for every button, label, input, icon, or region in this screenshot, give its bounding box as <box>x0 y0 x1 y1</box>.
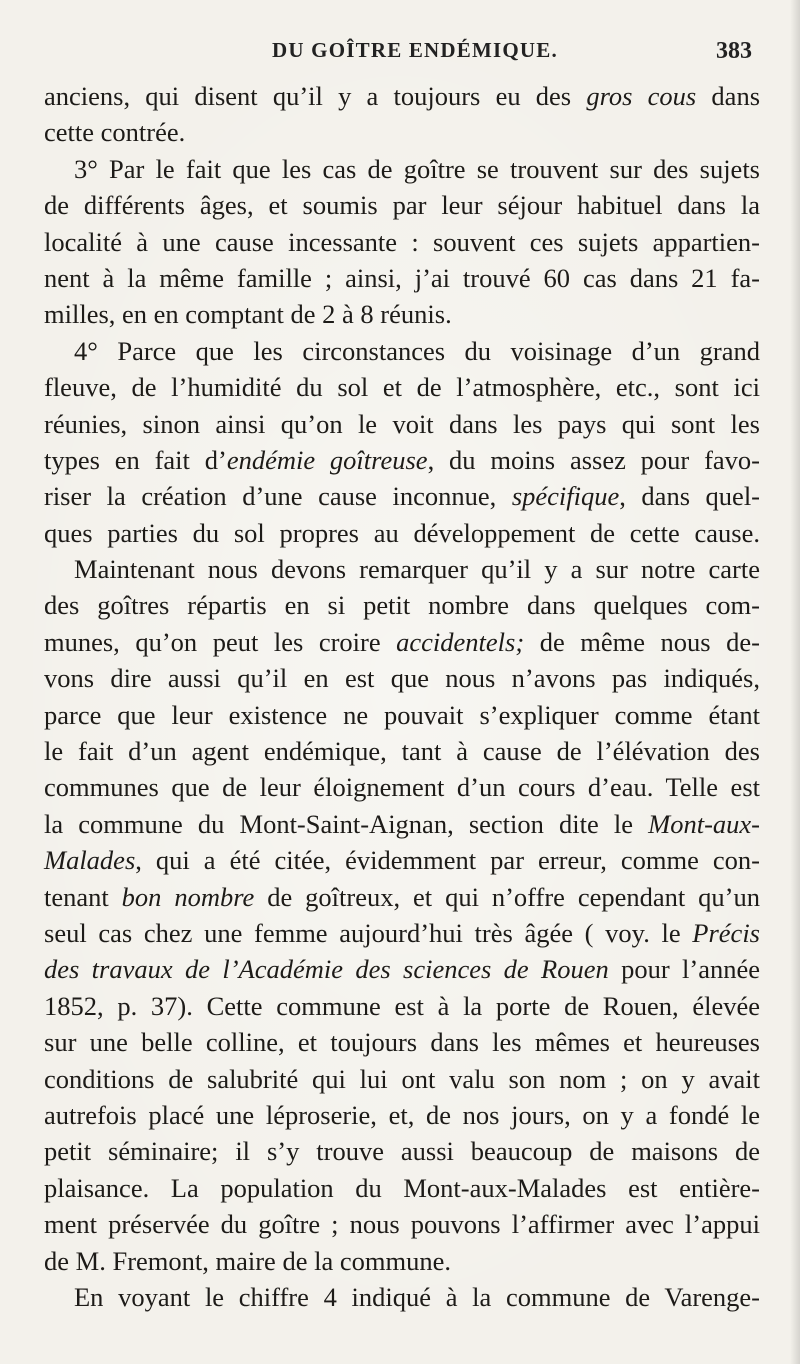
text-line <box>44 1061 760 1097</box>
text-line <box>44 1097 760 1133</box>
text-segment: dans <box>696 81 761 111</box>
text-line <box>44 333 760 369</box>
italic-text: Précis <box>692 917 760 948</box>
text-line <box>44 369 760 405</box>
italic-text: spécifique <box>511 481 620 512</box>
text-segment: 1852, p. 37). Cette commune est à la porte de Rouen, élevée <box>44 990 760 1021</box>
text-line <box>44 551 760 587</box>
text-segment: cette contrée. <box>44 117 186 148</box>
text-segment: conditions de salubrité qui lui ont valu son nom ; on y avait <box>44 1063 760 1094</box>
text-segment: parce que leur existence ne pouvait s’expliquer comme étant <box>44 699 760 730</box>
text-segment: types en fait d’ <box>44 444 227 475</box>
text-line <box>44 587 760 623</box>
text-line <box>44 951 760 987</box>
text-segment: , du moins assez pour favo- <box>427 444 760 475</box>
text-line <box>44 1133 760 1169</box>
text-line <box>44 915 760 951</box>
text-segment: des goîtres répartis en si petit nombre dans quelques com- <box>44 590 760 621</box>
text-line <box>44 442 760 478</box>
text-segment: de M. Fremont, maire de la commune. <box>44 1245 451 1276</box>
page-edge-shadow <box>790 0 800 1364</box>
text-line <box>44 114 760 150</box>
text-segment: vons dire aussi qu’il en est que nous n’avons pas indiqués, <box>44 663 760 694</box>
body-text <box>44 78 760 1315</box>
text-segment: pour l’année <box>608 954 760 985</box>
text-segment: réunies, sinon ainsi qu’on le voit dans les pays qui sont les <box>44 408 760 439</box>
text-segment: , dans quel- <box>619 481 761 512</box>
text-line <box>44 1024 760 1060</box>
text-line <box>44 660 760 696</box>
text-line <box>44 515 760 551</box>
text-segment: ques parties du sol propres au développement de cette cause. <box>44 517 760 548</box>
running-title: DU GOÎTRE ENDÉMIQUE. <box>272 38 558 62</box>
text-segment: 3° Par le fait que les cas de goître se trouvent sur des sujets <box>74 153 760 184</box>
italic-text: bon nombre <box>121 881 255 912</box>
text-segment: ment préservée du goître ; nous pouvons l’affirmer avec l’appui <box>44 1209 760 1240</box>
text-segment: le fait d’un agent endémique, tant à cause de l’élévation des <box>44 736 760 767</box>
page-number: 383 <box>716 38 752 64</box>
text-segment: de différents âges, et soumis par leur séjour habituel dans la <box>44 190 760 221</box>
text-line <box>44 733 760 769</box>
text-segment: milles, en en comptant de 2 à 8 réunis. <box>44 299 452 330</box>
text-line <box>44 697 760 733</box>
text-segment: anciens, qui disent qu’il y a toujours eu des <box>44 81 587 111</box>
text-line <box>44 78 760 114</box>
text-segment: plaisance. La population du Mont-aux-Malades est entière- <box>44 1172 760 1203</box>
text-segment: tenant <box>44 881 122 912</box>
text-line <box>44 988 760 1024</box>
text-line <box>44 151 760 187</box>
text-line <box>44 1279 760 1315</box>
italic-text: Mont-aux- <box>648 808 760 839</box>
text-line <box>44 296 760 332</box>
text-segment: nent à la même famille ; ainsi, j’ai trouvé 60 cas dans 21 fa- <box>44 262 760 293</box>
text-segment: En voyant le chiffre 4 indiqué à la commune de Varenge- <box>74 1281 760 1312</box>
text-line <box>44 478 760 514</box>
italic-text: Malades <box>44 845 136 876</box>
text-segment: de même nous de- <box>524 626 760 657</box>
italic-text: des travaux de l’Académie des sciences de Rouen <box>44 954 609 985</box>
text-segment: sur une belle colline, et toujours dans les mêmes et heureuses <box>44 1027 760 1058</box>
text-line <box>44 1170 760 1206</box>
text-segment: localité à une cause incessante : souvent ces sujets appartien- <box>44 226 760 257</box>
text-segment: communes que de leur éloignement d’un cours d’eau. Telle est <box>44 772 760 803</box>
text-segment: seul cas chez une femme aujourd’hui très âgée ( voy. le <box>44 917 693 948</box>
text-segment: petit séminaire; il s’y trouve aussi beaucoup de maisons de <box>44 1136 760 1167</box>
text-line <box>44 1243 760 1279</box>
italic-text: endémie goîtreuse <box>226 444 428 475</box>
text-line <box>44 879 760 915</box>
text-segment: , qui a été citée, évidemment par erreur, comme con- <box>135 845 760 876</box>
text-segment: 4° Parce que les circonstances du voisinage d’un grand <box>74 335 760 366</box>
text-line <box>44 406 760 442</box>
text-line <box>44 769 760 805</box>
text-segment: la commune du Mont-Saint-Aignan, section dite le <box>44 808 649 839</box>
text-line <box>44 260 760 296</box>
text-segment: Maintenant nous devons remarquer qu’il y a sur notre carte <box>74 554 760 585</box>
text-segment: munes, qu’on peut les croire <box>44 626 397 657</box>
running-header <box>0 30 800 70</box>
text-segment: autrefois placé une léproserie, et, de nos jours, on y a fondé le <box>44 1099 760 1130</box>
text-line <box>44 806 760 842</box>
italic-text: accidentels; <box>396 626 525 657</box>
italic-text: gros cous <box>586 81 697 111</box>
text-segment: fleuve, de l’humidité du sol et de l’atmosphère, etc., sont ici <box>44 372 760 403</box>
text-line <box>44 187 760 223</box>
text-line <box>44 624 760 660</box>
text-line <box>44 224 760 260</box>
text-segment: de goîtreux, et qui n’offre cependant qu’un <box>254 881 760 912</box>
text-segment: riser la création d’une cause inconnue, <box>44 481 512 512</box>
text-line <box>44 1206 760 1242</box>
text-line <box>44 842 760 878</box>
